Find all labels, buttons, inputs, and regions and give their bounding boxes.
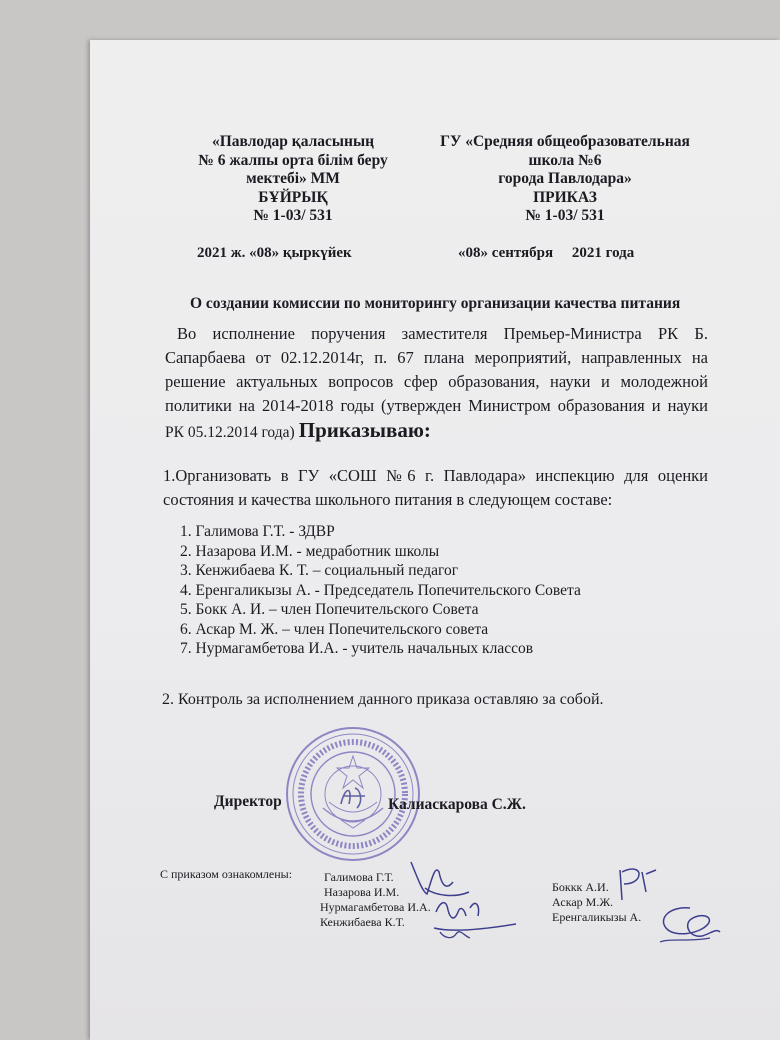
header-kz-line: № 6 жалпы орта білім беру — [198, 151, 388, 169]
item-1 — [163, 464, 708, 512]
header-kz-line: «Павлодар қаласының — [211, 133, 375, 150]
preamble-line: Сапарбаева от 02.12.2014г, п. 67 плана мероприятий, направленных на — [165, 348, 708, 367]
members-list — [180, 522, 581, 659]
item-1-line: состояния и качества школьного питания в следующем составе: — [163, 490, 613, 509]
ack-name: Боккк А.И. — [552, 880, 609, 894]
ack-name: Кенжибаева К.Т. — [320, 915, 405, 929]
preamble-line: решение актуальных вопросов сфер образования, науки и молодежной — [165, 372, 708, 391]
document-title: О создании комиссии по мониторингу организации качества питания — [190, 295, 681, 312]
list-item: 4. Еренгаликызы А. - Председатель Попечительского Совета — [180, 581, 581, 599]
header-kz-line: мектебі» ММ — [246, 170, 340, 187]
round-seal-icon — [283, 724, 423, 864]
list-item: 3. Кенжибаева К. Т. – социальный педагог — [180, 562, 459, 579]
ack-name: Назарова И.М. — [324, 885, 400, 899]
header-ru-line: ГУ «Средняя общеобразовательная — [440, 133, 690, 150]
list-item: 2. Назарова И.М. - медработник школы — [180, 542, 440, 560]
header-ru-date: «08» сентября 2021 года — [458, 245, 635, 261]
handwritten-signature-nurmagambetova — [430, 888, 520, 948]
preamble-line: политики на 2014-2018 годы (утвержден Министром образования и науки — [165, 396, 708, 415]
handwritten-signature-erengalikyzy — [650, 898, 725, 953]
header-kz-date: 2021 ж. «08» қыркүйек — [197, 245, 352, 261]
list-item: 1. Галимова Г.Т. - ЗДВР — [180, 523, 335, 540]
ack-name: Нурмагамбетова И.А. — [320, 900, 431, 914]
header-ru-line: ПРИКАЗ — [533, 188, 597, 206]
header-kz-line: БҰЙРЫҚ — [258, 188, 328, 206]
preamble-line: Во исполнение поручения заместителя Премьер-Министра РК Б. — [177, 324, 708, 343]
list-item: 7. Нурмагамбетова И.А. - учитель начальных классов — [180, 640, 534, 657]
director-name: Калиаскарова С.Ж. — [388, 796, 526, 813]
ack-name: Еренгаликызы А. — [552, 910, 642, 924]
header-ru-line: № 1-03/ 531 — [525, 207, 605, 224]
preamble-last-line: РК 05.12.2014 года) — [165, 424, 295, 441]
header-kz-line: № 1-03/ 531 — [253, 207, 333, 224]
preamble — [165, 322, 708, 445]
item-1-line: 1.Организовать в ГУ «СОШ №6 г. Павлодара» инспекцию для оценки — [163, 466, 708, 485]
header-kz — [178, 133, 408, 226]
list-item: 5. Бокк А. И. – член Попечительского Совета — [180, 601, 479, 618]
ack-label: С приказом ознакомлены: — [160, 867, 293, 881]
order-word: Приказываю: — [298, 418, 431, 442]
director-role: Директор — [214, 793, 282, 810]
header-ru-line: города Павлодара» — [498, 170, 632, 187]
header-ru — [415, 133, 715, 226]
ack-name: Галимова Г.Т. — [324, 870, 394, 884]
item-2: 2. Контроль за исполнением данного приказа оставляю за собой. — [162, 691, 604, 708]
list-item: 6. Аскар М. Ж. – член Попечительского совета — [180, 620, 489, 638]
ack-name: Аскар М.Ж. — [552, 895, 614, 909]
preamble-last-line-wrap — [165, 418, 708, 445]
header-ru-line: школа №6 — [528, 151, 602, 169]
